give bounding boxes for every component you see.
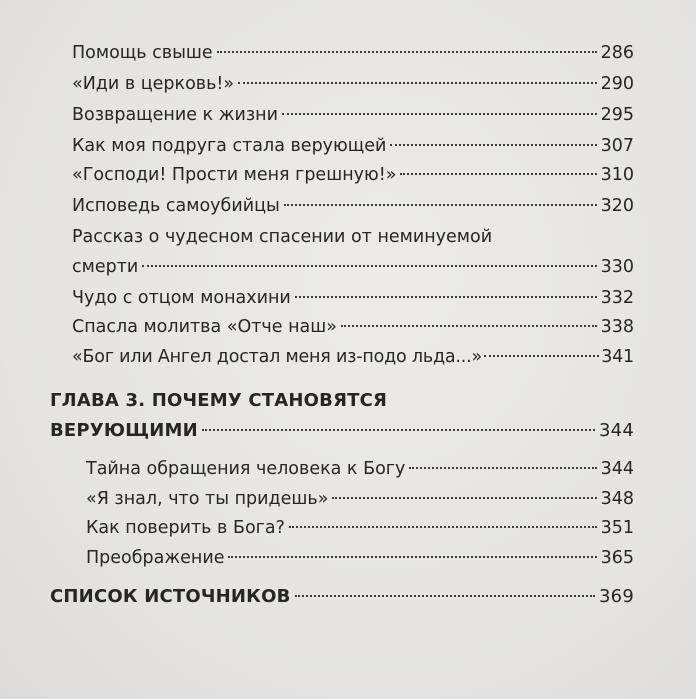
toc-entry — [86, 456, 634, 482]
dot-leader — [202, 429, 595, 431]
dot-leader — [341, 325, 597, 327]
chapter-heading-line1: ГЛАВА 3. ПОЧЕМУ СТАНОВЯТСЯ — [50, 390, 388, 411]
toc-entry-title-line1: Рассказ о чудесном спасении от неминуемой — [72, 227, 493, 247]
toc-entry — [86, 486, 634, 512]
toc-entry — [72, 133, 634, 159]
toc-entry — [72, 102, 634, 128]
toc-entry-page: 310 — [600, 165, 634, 185]
dot-leader — [409, 467, 596, 469]
dot-leader — [228, 556, 596, 558]
toc-entry-title-line2: смерти — [72, 257, 139, 277]
toc-entry — [86, 545, 634, 571]
toc-entry-title: Чудо с отцом монахини — [72, 288, 291, 308]
toc-entry-title: «Я знал, что ты придешь» — [86, 489, 329, 509]
toc-entry — [72, 254, 634, 280]
toc-entry-title: «Иди в церковь!» — [72, 74, 235, 94]
toc-entry-page: 351 — [600, 518, 634, 538]
toc-entry-page: 290 — [600, 74, 634, 94]
dot-leader — [217, 51, 597, 53]
dot-leader — [400, 173, 596, 175]
toc-entry — [72, 285, 634, 311]
dot-leader — [238, 82, 596, 84]
toc-entry-title: «Бог или Ангел достал меня из-подо льда...» — [72, 347, 483, 367]
toc-entry-page: 330 — [600, 257, 634, 277]
toc-entry — [86, 515, 634, 541]
toc-entry — [72, 162, 634, 188]
chapter-heading — [50, 418, 634, 444]
toc-entry-page: 344 — [600, 459, 634, 479]
dot-leader — [282, 113, 597, 115]
dot-leader — [289, 526, 597, 528]
toc-entry-title: Преображение — [86, 548, 225, 568]
toc-entry-title: Спасла молитва «Отче наш» — [72, 317, 337, 337]
toc-entry-title: Тайна обращения человека к Богу — [86, 459, 406, 479]
toc-entry-page: 365 — [600, 548, 634, 568]
dot-leader — [284, 204, 597, 206]
toc-entry — [72, 71, 634, 97]
toc-entry-page: 338 — [600, 317, 634, 337]
dot-leader — [332, 497, 596, 499]
toc-entry-title: Помощь свыше — [72, 43, 213, 63]
dot-leader — [484, 355, 599, 357]
toc-entry-title: Исповедь самоубийцы — [72, 196, 280, 216]
toc-entry — [72, 40, 634, 66]
dot-leader — [390, 144, 596, 146]
dot-leader — [295, 296, 597, 298]
dot-leader — [295, 595, 596, 597]
toc-entry-title: «Господи! Прости меня грешную!» — [72, 165, 397, 185]
toc-entry-page: 307 — [600, 136, 634, 156]
chapter-heading-line2: ВЕРУЮЩИМИ — [50, 420, 198, 441]
dot-leader — [142, 265, 596, 267]
toc-entry — [72, 193, 634, 219]
toc-entry-page: 320 — [600, 196, 634, 216]
toc-entry-title: Как моя подруга стала верующей — [72, 136, 387, 156]
toc-entry-page: 286 — [600, 43, 634, 63]
toc-entry-title: Как поверить в Бога? — [86, 518, 285, 538]
toc-entry-page: 295 — [600, 105, 634, 125]
chapter-heading-page: 344 — [599, 420, 634, 441]
sources-title: СПИСОК ИСТОЧНИКОВ — [50, 586, 291, 607]
sources-page: 369 — [599, 586, 634, 607]
sources-heading — [50, 584, 634, 610]
toc-entry — [72, 344, 634, 370]
toc-entry — [72, 314, 634, 340]
toc-entry-page: 332 — [600, 288, 634, 308]
toc-entry-page: 341 — [601, 347, 634, 367]
toc-entry-title: Возвращение к жизни — [72, 105, 278, 125]
toc-entry-page: 348 — [600, 489, 634, 509]
